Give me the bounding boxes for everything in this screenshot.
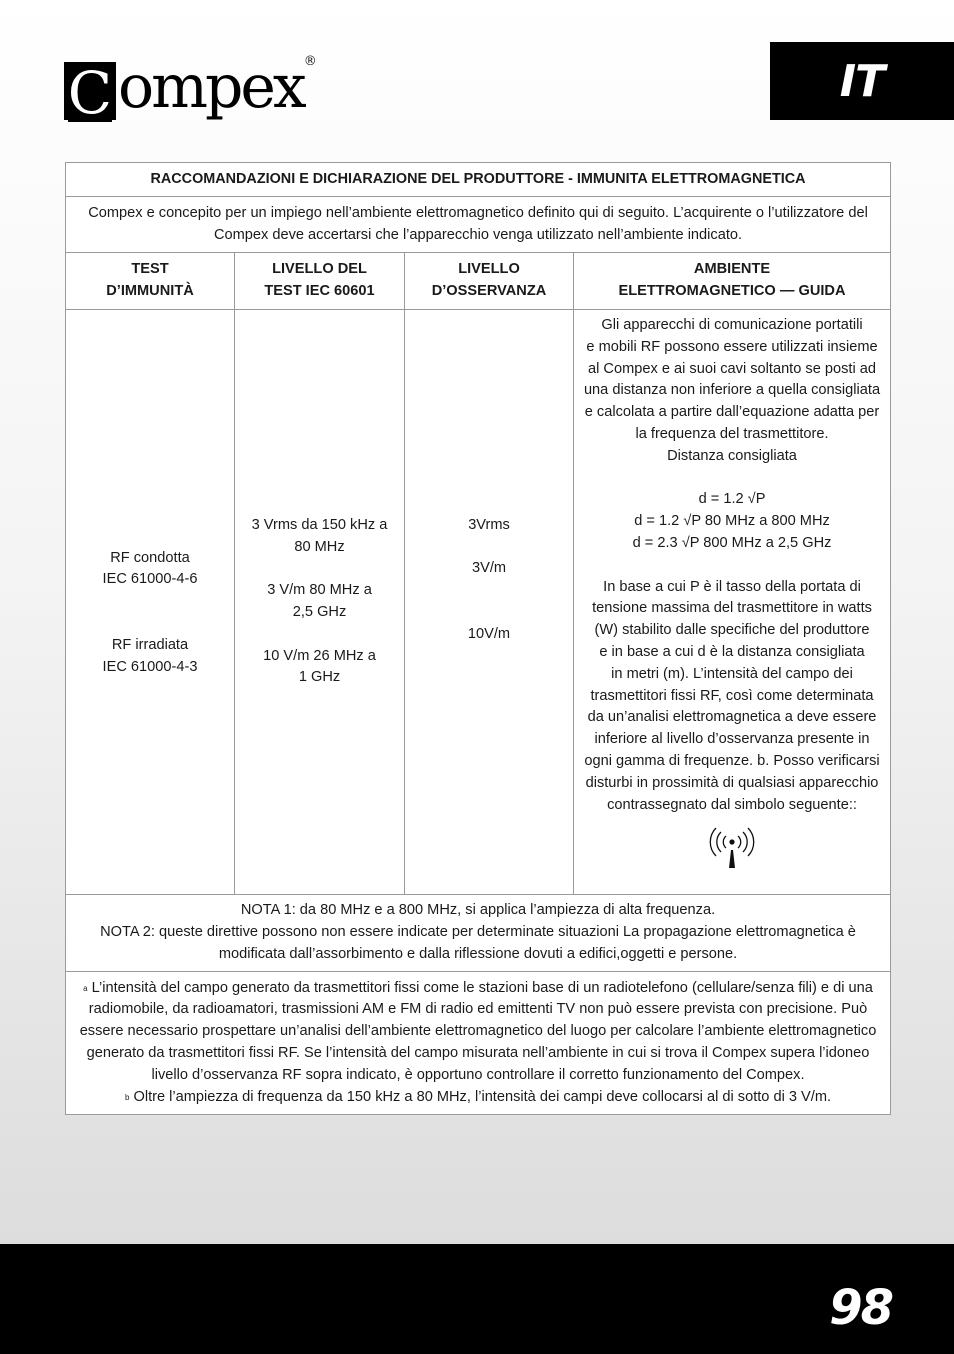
table-title: RACCOMANDAZIONI E DICHIARAZIONE DEL PRODUTTORE - IMMUNITA ELETTROMAGNETICA xyxy=(66,163,891,197)
header-level: LIVELLO DEL TEST IEC 60601 xyxy=(235,253,405,310)
page-number: 98 xyxy=(829,1280,892,1336)
note-1: NOTA 1: da 80 MHz e a 800 MHz, si applica l’ampiezza di alta frequenza. xyxy=(240,902,716,919)
formula-2: d = 1.2 √P 80 MHz a 800 MHz xyxy=(634,513,830,530)
note-2: NOTA 2: queste direttive possono non essere indicate per determinate situazioni La propagazione elettromagnetica è modificata dall’assorbimento e dalla riflessione dovuti a edifici,oggetti e persone. xyxy=(100,924,856,962)
formula-3: d = 2.3 √P 800 MHz a 2,5 GHz xyxy=(632,534,832,551)
cell-test-levels: 3 Vrms da 150 kHz a 80 MHz 3 V/m 80 MHz a 2,5 GHz 10 V/m 26 MHz a 1 GHz xyxy=(235,310,405,895)
formula-1: d = 1.2 √P xyxy=(698,491,766,508)
footnotes-cell xyxy=(66,972,891,1115)
header-environment: AMBIENTE ELETTROMAGNETICO — GUIDA xyxy=(574,253,891,310)
cell-compliance-levels: 3Vrms 3V/m 10V/m xyxy=(405,310,574,895)
footnote-b: $^b$ Oltre l’ampiezza di frequenza da 150 kHz a 80 MHz, l’intensità dei campi deve collocarsi al di sotto di 3 V/m. xyxy=(124,1088,832,1105)
table-intro: Compex e concepito per un impiego nell’ambiente elettromagnetico definito qui di seguito. L’acquirente o l’utilizzatore del Compex deve accertarsi che l’apparecchio venga utilizzato nell’ambiente indicato. xyxy=(66,197,891,253)
footer-bar xyxy=(0,1244,954,1354)
cell-environment-guide: Gli apparecchi di comunicazione portatili e mobili RF possono essere utilizzati insieme al Compex e ai suoi cavi soltanto se posti ad una distanza non inferiore a quella consigliata e calcolata a partire dall’equazione adatta per la frequenza del trasmettitore. Distanza consigliata d = 1.2 √P d = 1.2 √P 80 MHz a 800 MHz d = 2.3 √P 800 MHz a 2,5 GHz In base a cui P è il tasso della portata di tensione massima del trasmettitore in watts (W) stabilito dalle specifiche del produttore e in base a cui d è la distanza consigliata in metri (m). L’intensità del campo dei trasmettitori fissi RF, così come determinata da un’analisi elettromagnetica a deve essere inferiore al livello d’osservanza presente in ogni gamma di frequenze. b. Posso verificarsi disturbi in prossimità di qualsiasi apparecchio contrassegnato dal simbolo seguente:: xyxy=(574,310,891,895)
compex-logo xyxy=(64,40,317,127)
logo-wordmark: ompex xyxy=(118,52,304,122)
non-ionizing-radiation-icon xyxy=(708,826,756,870)
language-tab: IT xyxy=(770,42,954,120)
header-test: TEST D’IMMUNITÀ xyxy=(66,253,235,310)
footnote-a: $^a$ L’intensità del campo generato da trasmettitori fissi come le stazioni base di un radiotelefono (cellulare/senza fili) e di una radiomobile, da radioamatori, trasmissioni AM e FM di radio ed emittenti TV non può essere prevista con precisione. Può essere necessario prospettare un’analisi dell’ambiente elettromagnetico del luogo per calcolare l’ambiente elettromagnetico generato da trasmettitori fissi RF. Se l’intensità del campo misurata nell’ambiente in cui si trova il Compex supera l’idoneo livello d’osservanza RF sopra indicato, è opportuno controllare il corretto funzionamento del Compex. xyxy=(79,979,877,1083)
notes-cell xyxy=(66,895,891,972)
emc-immunity-table xyxy=(65,162,891,1115)
header-compliance: LIVELLO D’OSSERVANZA xyxy=(405,253,574,310)
logo-mark: C xyxy=(64,62,116,120)
registered-mark: ® xyxy=(303,54,317,69)
cell-test-types: RF condotta IEC 61000-4-6 RF irradiata IEC 61000-4-3 xyxy=(66,310,235,895)
